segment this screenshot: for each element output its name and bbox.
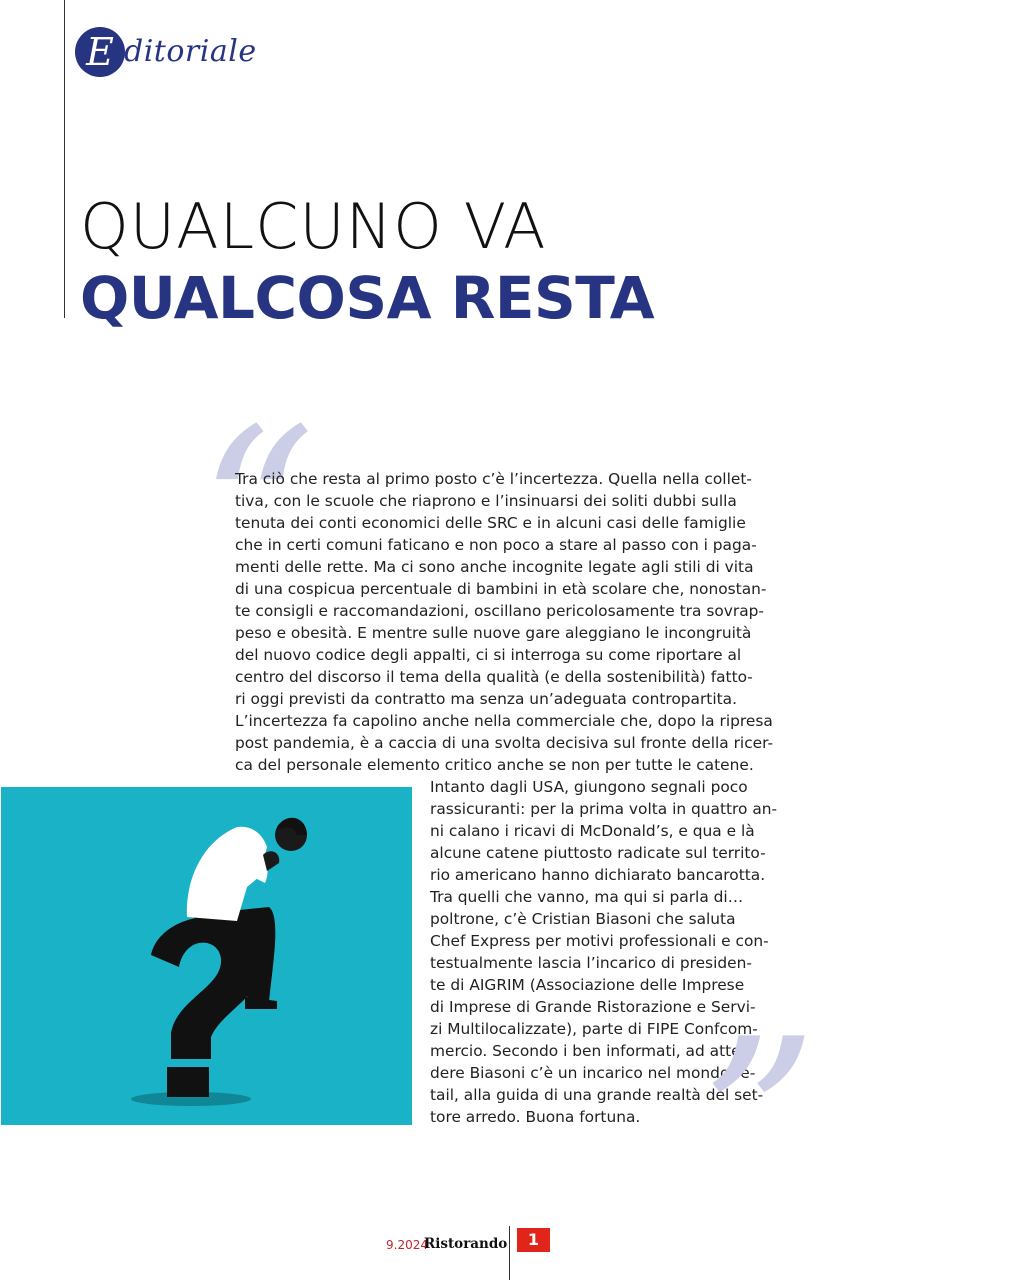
issue-date: 9.2024 (386, 1238, 428, 1252)
page-number: 1 (517, 1228, 550, 1252)
magazine-name: Ristorando (424, 1236, 508, 1252)
text-line: L’incertezza fa capolino anche nella commerciale che, dopo la ripresa (235, 712, 773, 730)
text-line: tail, alla guida di una grande realtà del set- (430, 1086, 764, 1104)
thinking-man-on-question-mark-icon (1, 787, 412, 1125)
text-line: ca del personale elemento critico anche se non per tutte le catene. (235, 756, 754, 774)
top-vertical-rule (64, 0, 65, 318)
text-line: Intanto dagli USA, giungono segnali poco (430, 778, 748, 796)
text-line: rassicuranti: per la prima volta in quattro an- (430, 800, 778, 818)
section-initial-badge: E (75, 27, 125, 77)
article-body-top (235, 468, 777, 776)
headline-line-2: QUALCOSA RESTA (80, 264, 655, 332)
text-line: poltrone, c’è Cristian Biasoni che saluta (430, 910, 736, 928)
section-label: ditoriale (124, 34, 257, 69)
text-line: dere Biasoni c’è un incarico nel mondo re- (430, 1064, 756, 1082)
text-line: te consigli e raccomandazioni, oscillano pericolosamente tra sovrap- (235, 602, 764, 620)
text-line: ri oggi previsti da contratto ma senza un’adeguata contropartita. (235, 690, 737, 708)
thinking-man-illustration (1, 787, 412, 1125)
text-line: di una cospicua percentuale di bambini in età scolare che, nonostan- (235, 580, 767, 598)
close-quote-mark: ” (700, 991, 818, 1258)
text-line: peso e obesità. E mentre sulle nuove gare aleggiano le incongruità (235, 624, 752, 642)
text-line: te di AIGRIM (Associazione delle Imprese (430, 976, 745, 994)
text-line: tore arredo. Buona fortuna. (430, 1108, 641, 1126)
headline-line-1: QUALCUNO VA (80, 190, 547, 263)
text-line: post pandemia, è a caccia di una svolta decisiva sul fronte della ricer- (235, 734, 774, 752)
text-line: ni calano i ricavi di McDonald’s, e qua e là (430, 822, 755, 840)
text-line: zi Multilocalizzate), parte di FIPE Confcom- (430, 1020, 758, 1038)
text-line: testualmente lascia l’incarico di presiden- (430, 954, 752, 972)
open-quote-mark: “ (198, 381, 316, 648)
text-line: di Imprese di Grande Ristorazione e Servi- (430, 998, 756, 1016)
text-line: Tra ciò che resta al primo posto c’è l’incertezza. Quella nella collet- (235, 470, 752, 488)
footer-vertical-rule (509, 1226, 510, 1280)
text-line: alcune catene piuttosto radicate sul territo- (430, 844, 766, 862)
text-line: menti delle rette. Ma ci sono anche incognite legate agli stili di vita (235, 558, 754, 576)
text-line: tiva, con le scuole che riaprono e l’insinuarsi dei soliti dubbi sulla (235, 492, 737, 510)
text-line: tenuta dei conti economici delle SRC e in alcuni casi delle famiglie (235, 514, 746, 532)
text-line: del nuovo codice degli appalti, ci si interroga su come riportare al (235, 646, 742, 664)
text-line: centro del discorso il tema della qualità (e della sostenibilità) fatto- (235, 668, 753, 686)
text-line: Tra quelli che vanno, ma qui si parla di… (430, 888, 744, 906)
text-line: che in certi comuni faticano e non poco a stare al passo con i paga- (235, 536, 757, 554)
text-line: rio americano hanno dichiarato bancarotta. (430, 866, 766, 884)
text-line: mercio. Secondo i ben informati, ad atten- (430, 1042, 756, 1060)
text-line: Chef Express per motivi professionali e con- (430, 932, 769, 950)
